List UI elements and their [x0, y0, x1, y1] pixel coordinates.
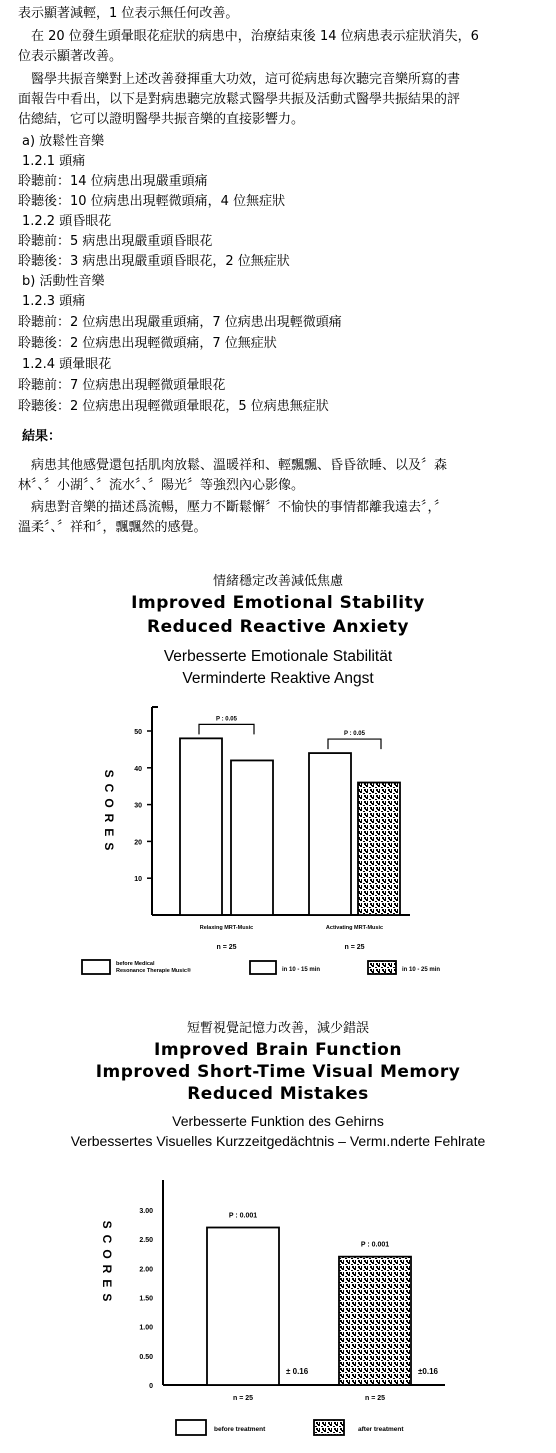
chart1-title-en-2: Reduced Reactive Anxiety [146, 617, 410, 637]
p-value-label: P : 0.001 [360, 1241, 390, 1249]
n-label: n = 25 [364, 1395, 386, 1402]
text-line: 聆聽前：2 位病患出現嚴重頭痛，7 位病患出現輕微頭痛 [18, 315, 342, 330]
legend-swatch-10-25 [368, 961, 396, 974]
bar [180, 738, 222, 915]
y-tick-label: 30 [134, 802, 142, 810]
chart-emotional-stability [0, 695, 556, 990]
bar [207, 1228, 279, 1386]
y-tick-label: 3.00 [139, 1208, 153, 1215]
text-line: 估總結，它可以證明醫學共振音樂的直接影響力。 [18, 112, 305, 127]
bar [231, 760, 273, 915]
text-line: 聆聽後：3 病患出現嚴重頭昏眼花，2 位無症狀 [18, 254, 290, 269]
n-label: n = 25 [232, 1395, 254, 1402]
chart2-title-de-2: Verbessertes Visuelles Kurzzeitgedächtnis – Vermı.nderte Fehlrate [70, 1133, 486, 1149]
chart1-title-zh: 情緒穩定改善減低焦慮 [212, 574, 343, 589]
subsection-heading: 1.2.1 頭痛 [22, 154, 86, 169]
chart-brain-function [0, 1160, 556, 1450]
y-tick-label: 0.50 [139, 1353, 153, 1361]
legend-swatch-before [82, 960, 110, 974]
legend-swatch-10-15 [250, 961, 276, 974]
legend-swatch-before [176, 1420, 206, 1435]
n-label: n = 25 [216, 944, 237, 951]
text-line: 聆聽後：2 位病患出現輕微頭暈眼花，5 位病患無症狀 [18, 399, 329, 414]
legend-label-10-15: in 10 - 15 min [282, 967, 321, 973]
error-label: ± 0.16 [286, 1367, 309, 1376]
legend-label-before-1: before Medical [116, 961, 155, 967]
chart2-title-en-1: Improved Brain Function [154, 1040, 402, 1060]
group-label: Relaxing MRT-Music [199, 925, 254, 931]
bar [309, 753, 351, 915]
p-value-label: P : 0.001 [228, 1212, 258, 1220]
text-line: 位表示顯著改善。 [18, 49, 123, 64]
text-line: 表示顯著減輕，1 位表示無任何改善。 [18, 6, 239, 21]
results-heading: 結果： [22, 429, 62, 444]
subsection-heading: 1.2.2 頭昏眼花 [22, 214, 112, 229]
error-label: ±0.16 [418, 1367, 438, 1376]
y-tick-label: 40 [134, 765, 142, 773]
chart2-title-en-2: Improved Short-Time Visual Memory [95, 1062, 461, 1082]
text-line: 聆聽前：7 位病患出現輕微頭暈眼花 [18, 378, 226, 393]
text-line: 面報告中看出，以下是對病患聽完放鬆式醫學共振及活動式醫學共振結果的評 [18, 92, 461, 107]
text-line: 林〞、〞小湖〞、〞流水〞、〞陽光〞等強烈內心影像。 [18, 478, 305, 493]
subsection-heading: 1.2.3 頭痛 [22, 294, 86, 309]
significance-bracket [328, 739, 381, 749]
legend-label-before-2: Resonance Therapie Music® [116, 968, 191, 974]
legend-swatch-after [314, 1420, 344, 1435]
p-value-label: P : 0.05 [216, 716, 237, 723]
text-line: 聆聽後：2 位病患出現輕微頭痛，7 位無症狀 [18, 336, 277, 351]
significance-bracket [199, 724, 254, 734]
chart1-title-de-1: Verbesserte Emotionale Stabilität [163, 648, 393, 665]
y-tick-label: 1.50 [139, 1295, 153, 1303]
text-line: 醫學共振音樂對上述改善發揮重大功效，這可從病患每次聽完音樂所寫的書 [18, 72, 461, 87]
text-line: 聆聽前：14 位病患出現嚴重頭痛 [18, 174, 208, 189]
y-axis-label: SCORES [100, 1220, 114, 1308]
y-tick-label: 2.50 [139, 1237, 153, 1245]
group-label: Activating MRT-Music [325, 925, 384, 931]
text-line: 病患對音樂的描述爲流暢，壓力不斷鬆懈〞不愉快的事情都離我遠去〞，〞 [18, 500, 448, 515]
bar [358, 783, 400, 915]
y-tick-label: 2.00 [139, 1266, 153, 1274]
chart1-title-de-2: Verminderte Reaktive Angst [182, 670, 374, 687]
legend-label-after: after treatment [358, 1426, 404, 1433]
section-heading: a) 放鬆性音樂 [22, 134, 105, 149]
chart1-title-en-1: Improved Emotional Stability [131, 593, 425, 613]
n-label: n = 25 [344, 944, 365, 951]
legend-label-before: before treatment [214, 1426, 266, 1433]
text-line: 在 20 位發生頭暈眼花症狀的病患中，治療結束後 14 位病患表示症狀消失，6 [18, 29, 479, 44]
y-tick-label: 0 [149, 1383, 153, 1390]
chart2-title-de-1: Verbesserte Funktion des Gehirns [172, 1113, 384, 1129]
y-tick-label: 20 [134, 839, 142, 847]
chart2-title-zh: 短暫視覺記憶力改善，減少錯誤 [186, 1021, 369, 1036]
bar [339, 1257, 411, 1385]
subsection-heading: 1.2.4 頭暈眼花 [22, 357, 112, 372]
text-line: 病患其他感覺還包括肌肉放鬆、溫暖祥和、輕飄飄、昏昏欲睡、以及〞森 [18, 458, 448, 473]
y-tick-label: 50 [134, 729, 142, 736]
p-value-label: P : 0.05 [344, 731, 365, 738]
y-axis-label: SCORES [102, 769, 116, 857]
y-tick-label: 10 [134, 876, 142, 884]
section-heading: b) 活動性音樂 [22, 274, 105, 289]
legend-label-10-25: in 10 - 25 min [402, 967, 441, 973]
text-line: 聆聽前：5 病患出現嚴重頭昏眼花 [18, 234, 213, 249]
text-line: 溫柔〞、〞祥和〞，飄飄然的感覺。 [18, 520, 207, 535]
y-tick-label: 1.00 [139, 1324, 153, 1332]
chart2-title-en-3: Reduced Mistakes [187, 1084, 369, 1104]
text-line: 聆聽後：10 位病患出現輕微頭痛，4 位無症狀 [18, 194, 286, 209]
